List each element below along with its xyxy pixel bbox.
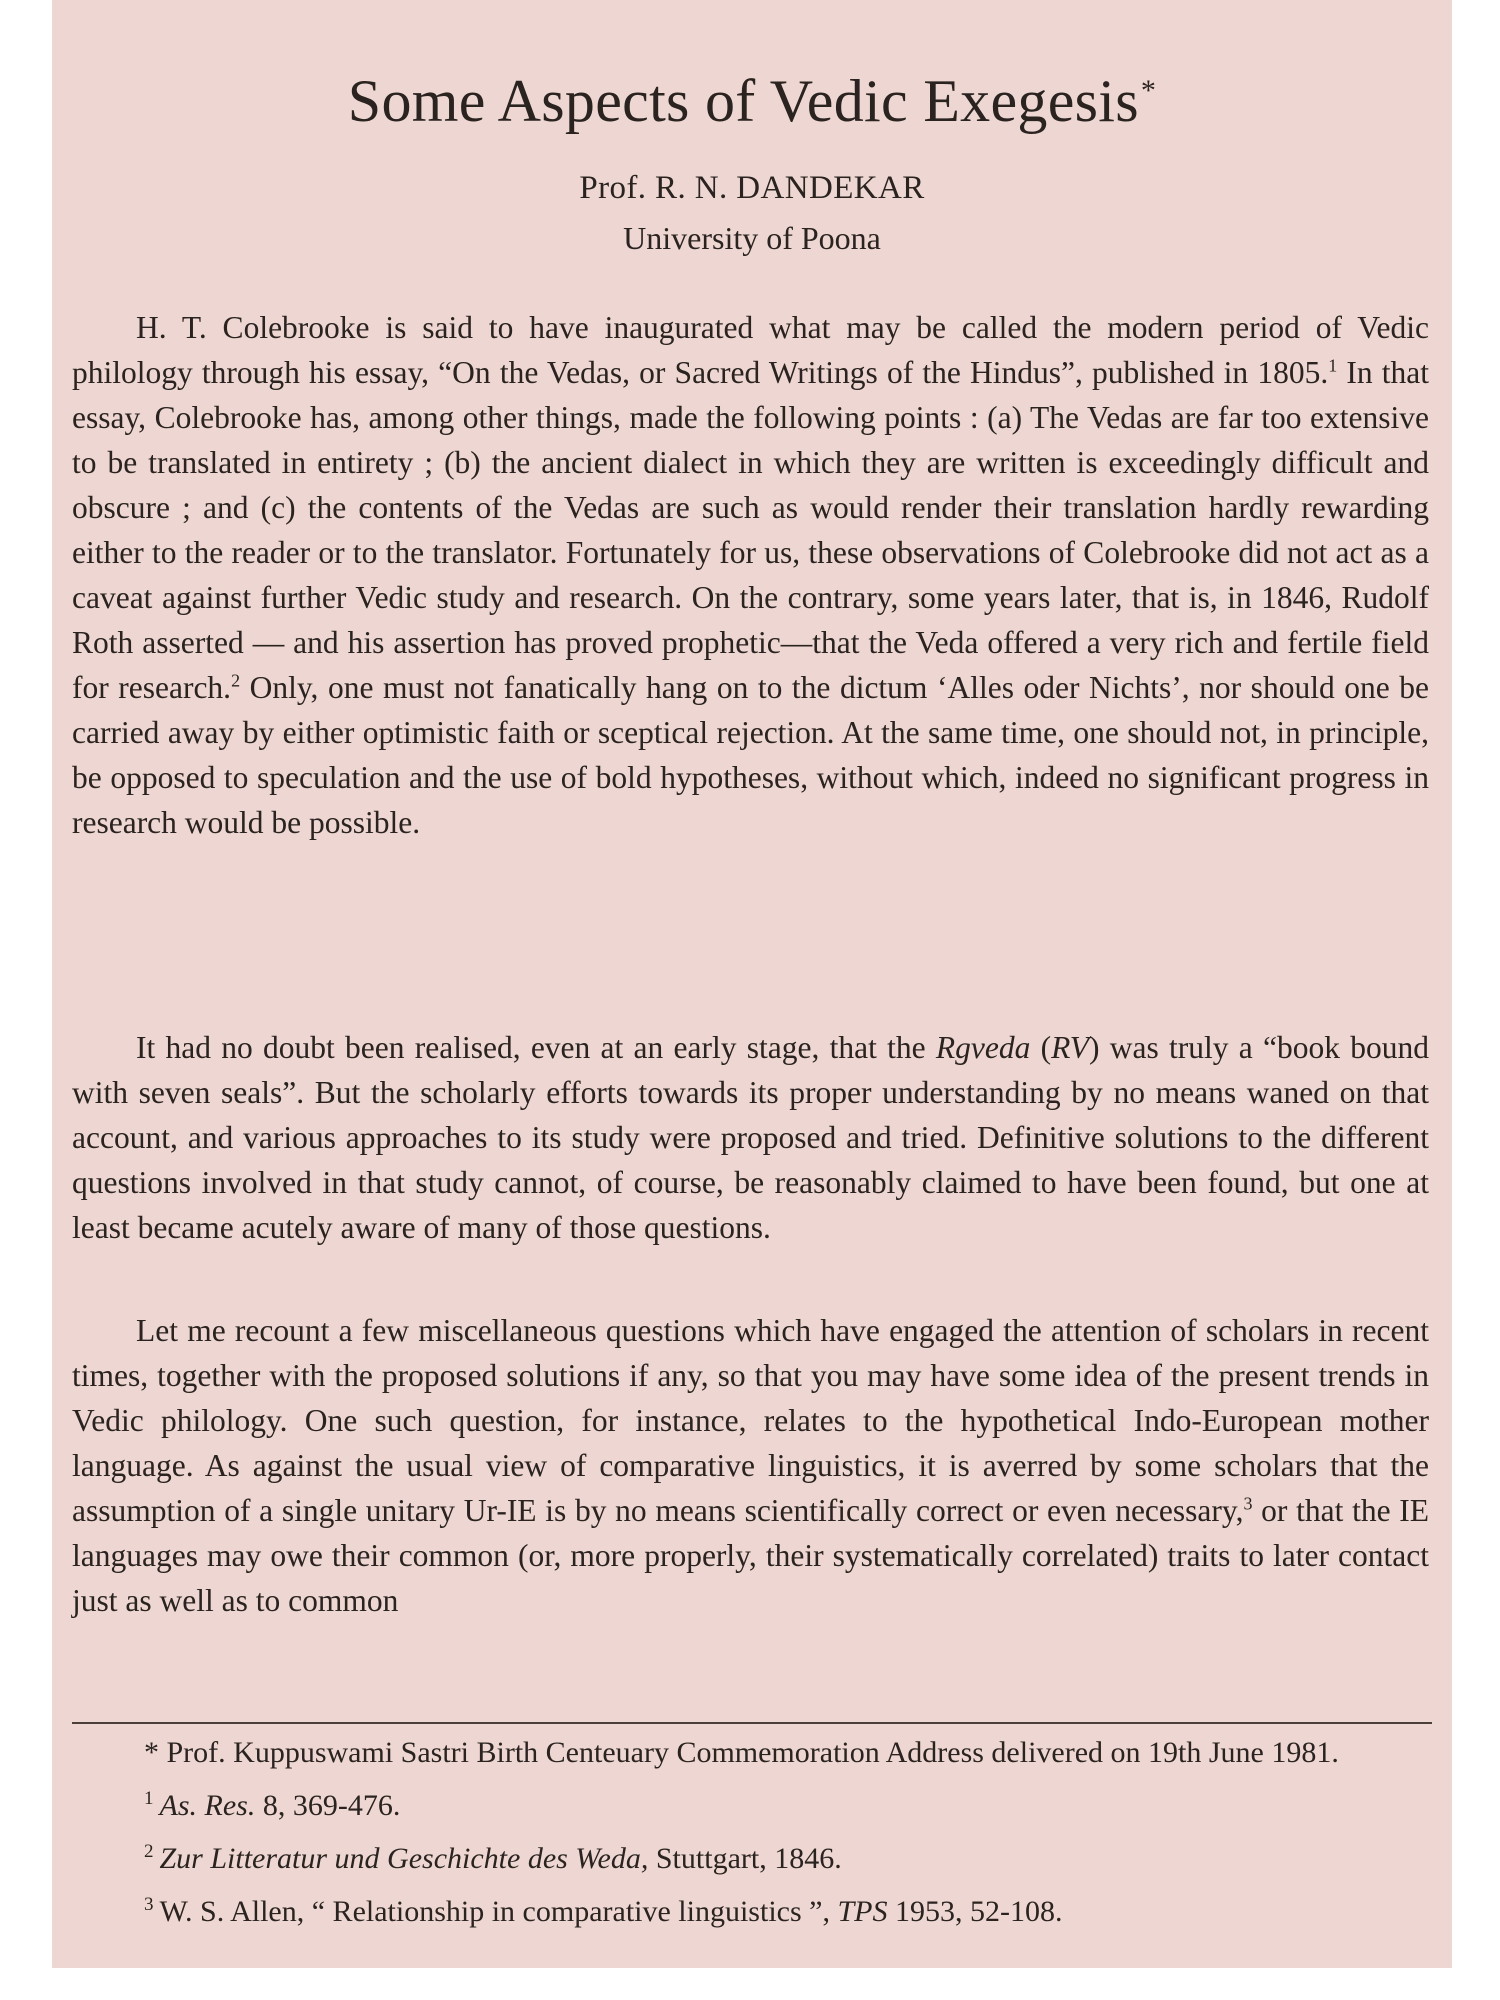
footnote-star-mark: *	[144, 1736, 159, 1769]
title-text: Some Aspects of Vedic Exegesis	[347, 68, 1139, 134]
paragraph-2-part-a: It had no doubt been realised, even at an early stage, that the	[136, 1030, 936, 1065]
paragraph-1	[72, 305, 1429, 845]
paragraph-2	[72, 1025, 1429, 1250]
footnote-2	[82, 1829, 1429, 1882]
footnote-1-text: 8, 369-476.	[255, 1789, 401, 1822]
footnote-star	[82, 1730, 1429, 1776]
footnote-3-lead: W. S. Allen, “ Relationship in comparative linguistics ”,	[159, 1895, 838, 1928]
paragraph-1-part-c: Only, one must not fanatically hang on to the dictum ‘Alles oder Nichts’, nor should one be carried away by either optimistic faith or sceptical rejection. At the same time, one should not, in principle, be opposed to speculation and the use of bold hypotheses, without which, indeed no significant progress in research would be possible.	[72, 670, 1429, 840]
footnote-1-source: As. Res.	[159, 1789, 256, 1822]
author-affiliation: University of Poona	[623, 220, 881, 256]
rgveda-abbreviation: RV	[1051, 1030, 1090, 1065]
paragraph-3-part-a: Let me recount a few miscellaneous questions which have engaged the attention of scholars in recent times, together with the proposed solutions if any, so that you may have some idea of the present trends in Vedic philology. One such question, for instance, relates to the hypothetical Indo-European mother language. As against the usual view of comparative linguistics, it is averred by some scholars that the assumption of a single unitary Ur-IE is by no means scientifically correct or even necessary,	[72, 1313, 1429, 1528]
footnote-3-mark: 3	[144, 1894, 154, 1915]
paragraph-1-text	[72, 305, 1429, 845]
footnote-2-text: Stuttgart, 1846.	[648, 1842, 842, 1875]
footnote-star-text: Prof. Kuppuswami Sastri Birth Centeuary Commemoration Address delivered on 19th June 1981.	[166, 1736, 1339, 1769]
footnote-ref-2: 2	[231, 670, 241, 691]
footnote-2-source: Zur Litteratur und Geschichte des Weda,	[159, 1842, 649, 1875]
paragraph-3-text	[72, 1308, 1429, 1623]
paragraph-2-paren-open: (	[1030, 1030, 1052, 1065]
footnote-2-mark: 2	[144, 1841, 154, 1862]
paragraph-3-part-b: or that the IE languages may owe their common (or, more properly, their systematically correlated) traits to later contact just as well as to common	[72, 1493, 1429, 1618]
footnote-ref-1: 1	[1328, 355, 1338, 376]
author-name: Prof. R. N. DANDEKAR	[579, 170, 925, 206]
article-page	[52, 0, 1452, 1968]
paragraph-1-part-b: In that essay, Colebrooke has, among other things, made the following points : (a) The Vedas are far too extensive to be translated in entirety ; (b) the ancient dialect in which they are written is exceedingly difficult and obscure ; and (c) the contents of the Vedas are such as would render their translation hardly rewarding either to the reader or to the translator. Fortunately for us, these observations of Colebrooke did not act as a caveat against further Vedic study and research. On the contrary, some years later, that is, in 1846, Rudolf Roth asserted — and his assertion has proved prophetic—that the Veda offered a very rich and fertile field for research.	[72, 355, 1429, 705]
rgveda-title: Rgveda	[935, 1030, 1031, 1065]
paragraph-3	[72, 1308, 1429, 1623]
paragraph-1-part-a: H. T. Colebrooke is said to have inaugurated what may be called the modern period of Vedic philology through his essay, “On the Vedas, or Sacred Writings of the Hindus”, published in 1805.	[72, 310, 1429, 390]
footnote-3	[82, 1882, 1429, 1935]
footnote-divider	[72, 1722, 1432, 1724]
footnote-3-journal: TPS	[837, 1895, 888, 1928]
paragraph-2-part-b: ) was truly a “book bound with seven seals”. But the scholarly efforts towards its proper understanding by no means waned on that account, and various approaches to its study were proposed and tried. Definitive solutions to the different questions involved in that study cannot, of course, be reasonably claimed to have been found, but one at least became acutely aware of many of those questions.	[72, 1030, 1430, 1245]
footnotes	[82, 1730, 1429, 1935]
paragraph-2-text	[72, 1025, 1429, 1250]
article-title	[52, 68, 1452, 134]
footnote-ref-3: 3	[1243, 1493, 1253, 1514]
footnote-1-mark: 1	[144, 1788, 154, 1809]
title-footnote-mark: *	[1140, 74, 1157, 107]
footnote-3-text: 1953, 52-108.	[887, 1895, 1063, 1928]
footnote-1	[82, 1776, 1429, 1829]
